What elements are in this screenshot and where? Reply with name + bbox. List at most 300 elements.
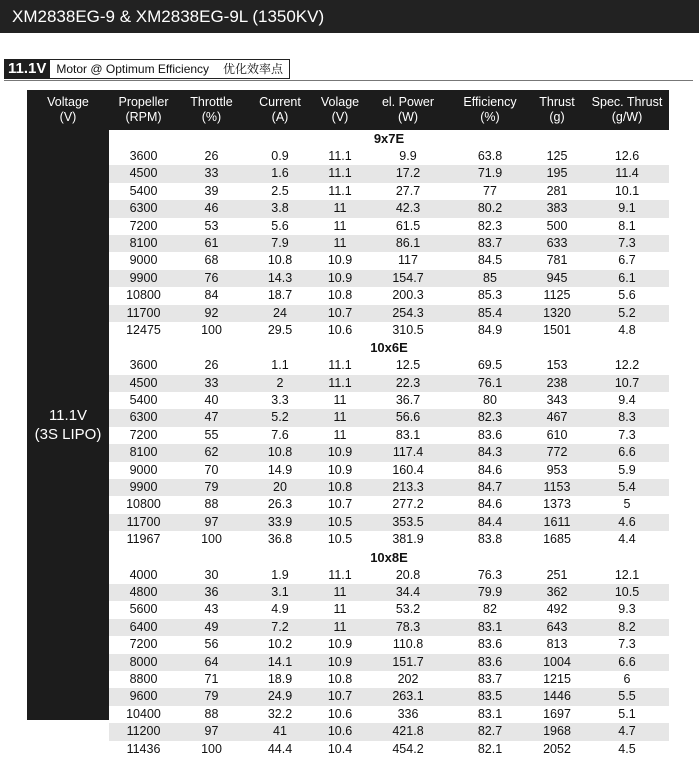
cell-thrust: 383 [546,201,568,216]
caption-english: Motor @ Optimum Efficiency [56,62,210,76]
cell-current: 18.9 [267,671,293,686]
cell-thrust: 238 [546,375,568,390]
cell-thrust: 1611 [543,514,571,529]
cell-thrust: 1968 [543,724,571,739]
table-row [109,741,669,758]
cell-spec-thrust: 5.9 [618,462,636,477]
cell-current: 14.1 [267,654,293,669]
cell-propeller-rpm: 4800 [129,584,158,599]
table-row [109,567,669,584]
cell-current: 36.8 [267,532,293,547]
table-row [109,183,669,200]
table-row [109,409,669,426]
column-header [178,90,245,130]
column-header-unit: (%) [480,110,500,124]
cell-spec-thrust: 5.1 [618,706,636,721]
cell-efficiency: 85 [483,270,497,285]
cell-voltage: 11 [333,393,347,408]
cell-throttle: 100 [201,532,222,547]
cell-propeller-rpm: 9900 [129,480,158,495]
cell-el-power: 202 [397,671,419,686]
cell-efficiency: 85.4 [477,305,503,320]
cell-propeller-rpm: 10800 [126,497,161,512]
cell-efficiency: 83.7 [477,671,503,686]
cell-el-power: 160.4 [392,462,424,477]
cell-propeller-rpm: 3600 [129,358,158,373]
cell-current: 1.6 [271,166,289,181]
cell-current: 44.4 [267,741,293,756]
cell-current: 32.2 [267,706,293,721]
cell-spec-thrust: 4.4 [618,532,636,547]
cell-el-power: 12.5 [395,358,421,373]
cell-throttle: 46 [204,201,219,216]
cell-throttle: 88 [204,706,219,721]
cell-voltage: 11.1 [328,375,352,390]
caption-chinese: 优化效率点 [223,62,284,76]
table-row [109,252,669,269]
cell-spec-thrust: 8.2 [618,619,636,634]
cell-current: 29.5 [267,322,293,337]
cell-current: 10.8 [267,253,293,268]
cell-efficiency: 84.7 [477,480,503,495]
voltage-value: 11.1V [48,407,88,424]
cell-throttle: 76 [204,270,219,285]
column-header-unit: (RPM) [125,110,162,124]
cell-voltage: 11 [333,410,347,425]
cell-current: 20 [273,480,287,495]
cell-propeller-rpm: 7200 [129,427,158,442]
cell-efficiency: 76.3 [477,567,503,582]
cell-spec-thrust: 8.1 [618,218,636,233]
cell-el-power: 336 [397,706,419,721]
cell-propeller-rpm: 11700 [126,305,161,320]
table-row [109,200,669,217]
cell-thrust: 1501 [543,322,571,337]
cell-voltage: 10.9 [327,270,353,285]
table-row [109,322,669,339]
cell-voltage: 10.5 [327,514,353,529]
cell-voltage: 11 [333,201,347,216]
cell-propeller-rpm: 4000 [129,567,158,582]
cell-efficiency: 69.5 [477,358,503,373]
cell-voltage: 11 [333,584,347,599]
cell-el-power: 151.7 [392,654,424,669]
table-row [109,392,669,409]
cell-current: 2.5 [271,183,289,198]
table-row [109,601,669,618]
voltage-badge: 11.1V [4,59,50,79]
cell-current: 2 [276,375,284,390]
cell-spec-thrust: 7.3 [618,235,636,250]
cell-current: 24 [273,305,287,320]
cell-throttle: 33 [204,375,219,390]
column-header-unit: (V) [331,110,349,124]
cell-spec-thrust: 9.1 [618,201,636,216]
cell-el-power: 117.4 [392,445,424,460]
cell-propeller-rpm: 4500 [129,375,158,390]
cell-voltage: 11 [333,619,347,634]
cell-propeller-rpm: 8100 [129,235,158,250]
cell-propeller-rpm: 7200 [129,218,158,233]
cell-thrust: 362 [546,584,568,599]
table-row [109,584,669,601]
cell-thrust: 251 [546,567,568,582]
cell-current: 7.9 [271,235,289,250]
cell-efficiency: 82.3 [477,410,503,425]
cell-throttle: 47 [204,410,219,425]
cell-el-power: 310.5 [392,322,424,337]
cell-spec-thrust: 8.3 [618,410,636,425]
cell-throttle: 36 [204,584,219,599]
cell-el-power: 83.1 [395,427,421,442]
cell-voltage: 10.9 [327,654,353,669]
cell-el-power: 110.8 [392,637,424,652]
cell-spec-thrust: 10.1 [614,183,640,198]
cell-thrust: 1373 [543,497,571,512]
cell-throttle: 70 [204,462,219,477]
cell-throttle: 79 [204,480,219,495]
table-row [109,496,669,513]
cell-propeller-rpm: 8000 [129,654,158,669]
cell-efficiency: 82.7 [477,724,503,739]
cell-efficiency: 84.6 [477,497,503,512]
cell-efficiency: 85.3 [477,288,503,303]
cell-el-power: 20.8 [395,567,421,582]
column-header [27,90,109,130]
column-header [529,90,585,130]
cell-thrust: 500 [546,218,568,233]
cell-el-power: 61.5 [395,218,421,233]
column-header [315,90,365,130]
propeller-group-header: 9x7E [373,131,405,146]
cell-efficiency: 83.6 [477,654,503,669]
cell-el-power: 36.7 [395,393,421,408]
cell-throttle: 33 [204,166,219,181]
column-header-label: Current [259,95,301,109]
cell-spec-thrust: 6.6 [618,445,636,460]
cell-current: 33.9 [267,514,293,529]
table-row [109,165,669,182]
cell-voltage: 10.7 [327,305,353,320]
table-row [109,671,669,688]
cell-efficiency: 83.8 [477,532,503,547]
cell-current: 1.9 [271,567,289,582]
cell-throttle: 53 [204,218,219,233]
cell-thrust: 2052 [543,741,571,756]
column-header [245,90,315,130]
cell-current: 10.8 [267,445,293,460]
cell-voltage: 10.9 [327,637,353,652]
cell-current: 7.6 [271,427,289,442]
cell-current: 26.3 [267,497,293,512]
cell-spec-thrust: 4.8 [618,322,636,337]
cell-propeller-rpm: 11967 [126,532,161,547]
cell-propeller-rpm: 5400 [129,183,158,198]
cell-voltage: 10.7 [327,497,353,512]
cell-throttle: 43 [204,602,219,617]
column-header-label: Spec. Thrust [591,95,663,109]
cell-throttle: 26 [204,149,219,163]
cell-spec-thrust: 12.1 [614,567,640,582]
cell-propeller-rpm: 5400 [129,393,158,408]
cell-el-power: 27.7 [395,183,421,198]
cell-spec-thrust: 6.1 [618,270,636,285]
cell-current: 7.2 [271,619,289,634]
cell-spec-thrust: 6 [623,671,631,686]
cell-thrust: 343 [546,393,568,408]
voltage-battery-type: (3S LIPO) [34,426,102,443]
cell-spec-thrust: 9.3 [618,602,636,617]
column-header-unit: (g/W) [611,110,643,124]
cell-throttle: 62 [204,445,219,460]
column-header-unit: (%) [201,110,222,124]
cell-current: 1.1 [271,358,289,373]
table-row [109,706,669,723]
cell-propeller-rpm: 11700 [126,514,161,529]
cell-throttle: 71 [204,671,219,686]
cell-thrust: 643 [546,619,568,634]
cell-propeller-rpm: 12475 [126,322,161,337]
cell-throttle: 49 [204,619,219,634]
cell-efficiency: 83.6 [477,637,503,652]
cell-el-power: 22.3 [395,375,421,390]
cell-el-power: 117 [398,253,418,268]
column-header-label: Propeller [118,95,169,109]
cell-efficiency: 82.1 [477,741,503,756]
cell-el-power: 213.3 [392,480,424,495]
cell-thrust: 1153 [543,480,571,495]
table-row [109,619,669,636]
cell-thrust: 813 [546,637,568,652]
cell-efficiency: 83.5 [477,689,503,704]
column-header-label: Volage [320,95,360,109]
table-row [109,654,669,671]
cell-propeller-rpm: 5600 [129,602,158,617]
cell-thrust: 125 [546,149,568,163]
cell-voltage: 10.8 [327,671,353,686]
cell-throttle: 26 [204,358,219,373]
cell-current: 10.2 [267,637,293,652]
column-header [451,90,529,130]
column-header [585,90,669,130]
performance-table-body [109,130,669,758]
cell-spec-thrust: 7.3 [618,637,636,652]
table-row [109,479,669,496]
column-header-unit: (g) [549,110,565,124]
cell-throttle: 84 [204,288,219,303]
cell-voltage: 11 [333,427,347,442]
cell-throttle: 100 [201,741,222,756]
cell-throttle: 30 [204,567,219,582]
table-row [109,218,669,235]
cell-el-power: 56.6 [395,410,421,425]
table-row [109,462,669,479]
cell-thrust: 1004 [543,654,571,669]
cell-throttle: 64 [204,654,219,669]
cell-thrust: 1446 [543,689,571,704]
cell-voltage: 10.9 [327,253,353,268]
cell-spec-thrust: 5.2 [618,305,636,320]
cell-el-power: 254.3 [392,305,424,320]
cell-efficiency: 83.6 [477,427,503,442]
propeller-group-header: 10x6E [370,340,408,356]
cell-el-power: 277.2 [392,497,424,512]
cell-throttle: 79 [204,689,219,704]
cell-voltage: 10.9 [327,462,353,477]
cell-current: 3.3 [271,393,289,408]
table-row [109,305,669,322]
divider-line [4,80,693,81]
cell-spec-thrust: 5.4 [618,480,636,495]
cell-spec-thrust: 11.4 [615,166,639,181]
cell-spec-thrust: 6.6 [618,654,636,669]
cell-spec-thrust: 5.6 [618,288,636,303]
table-row [109,723,669,740]
cell-el-power: 381.9 [392,532,424,547]
cell-voltage: 11.1 [328,358,352,373]
table-row [109,531,669,548]
cell-thrust: 1697 [543,706,571,721]
cell-propeller-rpm: 8800 [129,671,158,686]
cell-propeller-rpm: 9600 [129,689,158,704]
cell-efficiency: 76.1 [477,375,503,390]
cell-efficiency: 84.4 [477,514,503,529]
table-row [109,270,669,287]
cell-current: 3.1 [271,584,289,599]
cell-el-power: 42.3 [395,201,421,216]
cell-voltage: 11.1 [328,567,352,582]
cell-thrust: 1320 [543,305,571,320]
cell-thrust: 781 [546,253,568,268]
table-row [109,427,669,444]
voltage-column [27,130,109,720]
cell-propeller-rpm: 9000 [129,253,158,268]
cell-spec-thrust: 12.6 [614,149,640,163]
table-row [109,375,669,392]
cell-voltage: 11.1 [328,166,352,181]
cell-efficiency: 84.6 [477,462,503,477]
cell-efficiency: 80 [483,393,497,408]
cell-el-power: 454.2 [392,741,424,756]
table-row [109,287,669,304]
cell-el-power: 17.2 [395,166,421,181]
cell-spec-thrust: 4.6 [618,514,636,529]
page-title: XM2838EG-9 & XM2838EG-9L (1350KV) [0,0,699,33]
cell-thrust: 610 [546,427,568,442]
table-row [109,235,669,252]
cell-propeller-rpm: 6400 [129,619,158,634]
cell-current: 3.8 [271,201,289,216]
column-header-label: Efficiency [463,95,517,109]
cell-el-power: 353.5 [392,514,424,529]
cell-thrust: 492 [546,602,568,617]
table-row [109,148,669,165]
cell-propeller-rpm: 8100 [129,445,158,460]
cell-thrust: 195 [546,166,568,181]
cell-current: 24.9 [267,689,293,704]
cell-thrust: 772 [546,445,568,460]
cell-thrust: 153 [546,358,568,373]
cell-propeller-rpm: 9900 [129,270,158,285]
cell-propeller-rpm: 4500 [129,166,158,181]
column-header [365,90,451,130]
cell-propeller-rpm: 11200 [126,724,161,739]
cell-thrust: 945 [546,270,568,285]
cell-efficiency: 83.7 [477,235,503,250]
cell-spec-thrust: 5 [623,497,631,512]
cell-throttle: 56 [204,637,219,652]
cell-throttle: 97 [204,724,219,739]
cell-efficiency: 80.2 [477,201,503,216]
cell-el-power: 34.4 [395,584,421,599]
cell-voltage: 10.8 [327,480,353,495]
cell-spec-thrust: 12.2 [614,358,640,373]
cell-thrust: 1215 [543,671,571,686]
cell-el-power: 53.2 [395,602,421,617]
cell-efficiency: 77 [483,183,497,198]
cell-propeller-rpm: 10800 [126,288,161,303]
column-header-label: Thrust [539,95,575,109]
cell-current: 14.9 [267,462,293,477]
cell-spec-thrust: 5.5 [618,689,636,704]
column-header-label: Voltage [47,95,89,109]
cell-throttle: 68 [204,253,219,268]
cell-efficiency: 84.5 [477,253,503,268]
cell-efficiency: 63.8 [477,149,503,163]
cell-efficiency: 71.9 [477,166,503,181]
cell-thrust: 1685 [543,532,571,547]
cell-efficiency: 84.9 [477,322,503,337]
table-row [109,636,669,653]
cell-thrust: 281 [546,183,568,198]
cell-current: 14.3 [267,270,293,285]
cell-el-power: 421.8 [392,724,424,739]
cell-el-power: 154.7 [392,270,424,285]
cell-thrust: 1125 [543,288,571,303]
cell-thrust: 467 [546,410,568,425]
cell-current: 5.6 [271,218,289,233]
cell-throttle: 92 [204,305,219,320]
cell-spec-thrust: 10.5 [614,584,640,599]
cell-voltage: 11 [333,235,347,250]
cell-el-power: 200.3 [392,288,424,303]
table-row [109,514,669,531]
cell-voltage: 10.5 [327,532,353,547]
table-row [109,688,669,705]
cell-efficiency: 83.1 [477,619,503,634]
cell-throttle: 39 [204,183,219,198]
column-header-unit: (W) [397,110,419,124]
section-subheader [4,59,290,79]
cell-el-power: 86.1 [395,235,421,250]
cell-voltage: 11.1 [328,183,352,198]
cell-spec-thrust: 9.4 [618,393,636,408]
cell-efficiency: 83.1 [477,706,503,721]
cell-el-power: 263.1 [392,689,424,704]
cell-propeller-rpm: 7200 [129,637,158,652]
cell-throttle: 55 [204,427,219,442]
cell-voltage: 10.9 [327,445,353,460]
cell-voltage: 11 [333,602,347,617]
cell-voltage: 11.1 [328,149,352,163]
column-header-unit: (V) [59,110,77,124]
column-header [109,90,178,130]
cell-current: 4.9 [271,602,289,617]
cell-throttle: 61 [204,235,219,250]
cell-propeller-rpm: 9000 [129,462,158,477]
cell-spec-thrust: 4.5 [618,741,636,756]
table-header-row [27,90,669,130]
